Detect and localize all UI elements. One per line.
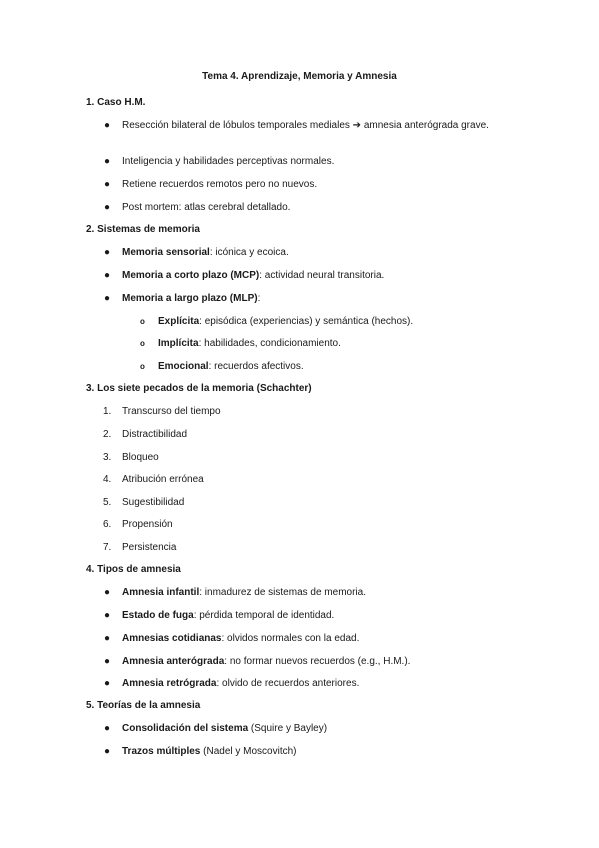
sub-list-item: Explícita: episódica (experiencias) y semántica (hechos). [158,316,414,327]
list-number: 6. [103,519,112,530]
numbered-item: Sugestibilidad [122,497,185,508]
list-item: Consolidación del sistema (Squire y Bayley) [122,723,328,734]
numbered-item: Persistencia [122,542,177,553]
bullet: ● [104,587,111,598]
list-item: Amnesia anterógrada: no formar nuevos recuerdos (e.g., H.M.). [122,656,411,667]
bullet: ● [104,610,111,621]
bullet: ● [104,270,111,281]
bullet: ● [104,120,111,131]
list-item: Memoria a largo plazo (MLP): [122,293,261,304]
bullet: ● [104,247,111,258]
list-item: Estado de fuga: pérdida temporal de identidad. [122,610,335,621]
sub-bullet: o [140,362,145,371]
list-number: 2. [103,429,112,440]
list-number: 4. [103,474,112,485]
bullet: ● [104,633,111,644]
section-heading-tipos-amnesia: 4. Tipos de amnesia [86,564,181,575]
list-item: Inteligencia y habilidades perceptivas normales. [122,156,335,167]
list-item: Amnesias cotidianas: olvidos normales con la edad. [122,633,360,644]
bullet: ● [104,656,111,667]
bullet: ● [104,293,111,304]
sub-bullet: o [140,317,145,326]
sub-bullet: o [140,339,145,348]
numbered-item: Bloqueo [122,452,159,463]
numbered-item: Distractibilidad [122,429,188,440]
list-number: 5. [103,497,112,508]
list-item: Amnesia retrógrada: olvido de recuerdos anteriores. [122,678,360,689]
bullet: ● [104,723,111,734]
list-item: Amnesia infantil: inmadurez de sistemas de memoria. [122,587,366,598]
sub-list-item: Implícita: habilidades, condicionamiento. [158,338,341,349]
list-number: 3. [103,452,112,463]
bullet: ● [104,202,111,213]
bullet: ● [104,678,111,689]
list-item: Trazos múltiples (Nadel y Moscovitch) [122,746,297,757]
bullet: ● [104,746,111,757]
section-heading-teorias-amnesia: 5. Teorías de la amnesia [86,700,201,711]
list-item: Memoria a corto plazo (MCP): actividad neural transitoria. [122,270,385,281]
list-item: Memoria sensorial: icónica y ecoica. [122,247,289,258]
list-number: 1. [103,406,112,417]
section-heading-caso-hm: 1. Caso H.M. [86,97,146,108]
section-heading-siete-pecados: 3. Los siete pecados de la memoria (Schachter) [86,383,312,394]
section-heading-sistemas-memoria: 2. Sistemas de memoria [86,224,200,235]
numbered-item: Transcurso del tiempo [122,406,221,417]
list-item: Resección bilateral de lóbulos temporales mediales ➔ amnesia anterógrada grave. [122,120,489,131]
document-title: Tema 4. Aprendizaje, Memoria y Amnesia [202,71,397,82]
bullet: ● [104,179,111,190]
list-number: 7. [103,542,112,553]
numbered-item: Atribución errónea [122,474,204,485]
bullet: ● [104,156,111,167]
list-item: Retiene recuerdos remotos pero no nuevos. [122,179,318,190]
numbered-item: Propensión [122,519,173,530]
list-item: Post mortem: atlas cerebral detallado. [122,202,291,213]
sub-list-item: Emocional: recuerdos afectivos. [158,361,304,372]
